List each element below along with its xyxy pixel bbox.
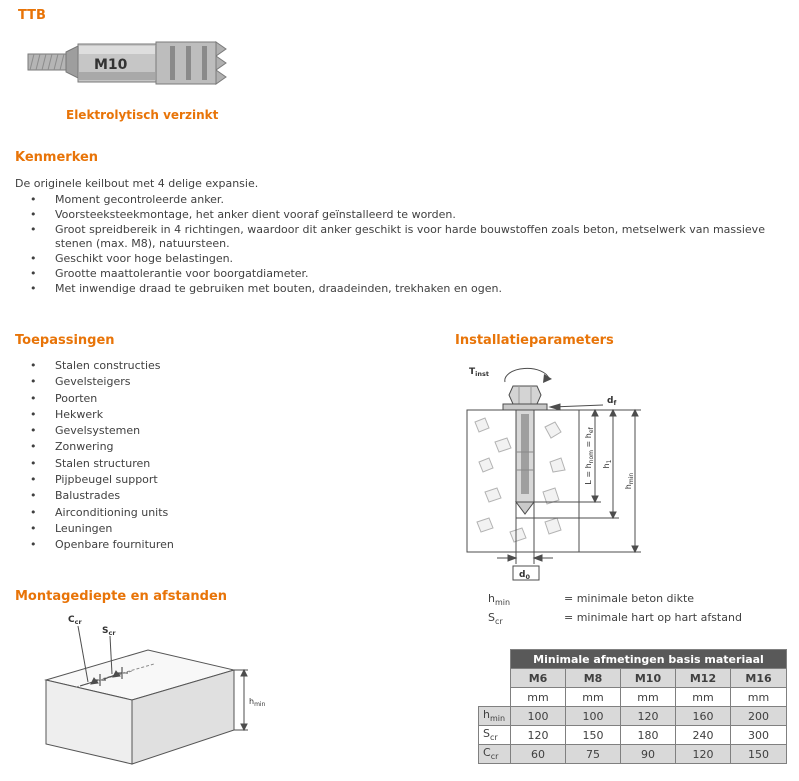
table-title-row <box>479 650 787 669</box>
toepassingen-item <box>15 407 415 423</box>
label-d0: $d_0$ <box>519 570 530 581</box>
dimensions-table <box>478 649 787 764</box>
bullet-text: Geschikt voor hoge belastingen. <box>55 252 234 265</box>
spacer-cell <box>479 688 511 707</box>
unit-cell: mm <box>676 688 731 707</box>
anchor-body <box>78 44 156 82</box>
item-text: Stalen structuren <box>55 456 151 470</box>
legend-symbol <box>488 591 564 610</box>
bullet-text: Grootte maattolerantie voor boorgatdiameter. <box>55 267 309 280</box>
label-df: $d_f$ <box>607 396 617 407</box>
row-label <box>479 745 511 764</box>
kenmerken-bullet <box>15 223 793 251</box>
value-cell: 100 <box>511 707 566 726</box>
size-col-header: M6 <box>511 669 566 688</box>
bullet-marker <box>30 374 37 390</box>
spacer-cell <box>479 669 511 688</box>
montage-diagram <box>28 606 278 778</box>
table-row-hmin <box>479 707 787 726</box>
size-col-header: M12 <box>676 669 731 688</box>
bullet-marker <box>30 537 37 553</box>
bullet-marker <box>30 439 37 455</box>
value-cell: 150 <box>731 745 787 764</box>
unit-cell: mm <box>621 688 676 707</box>
size-col-header: M10 <box>621 669 676 688</box>
value-cell: 60 <box>511 745 566 764</box>
toepassingen-item <box>15 456 415 472</box>
row-label-main: S <box>483 727 490 741</box>
unit-cell: mm <box>731 688 787 707</box>
label-hmin: $h_{min}$ <box>624 472 635 490</box>
legend <box>488 591 742 629</box>
bullet-marker <box>30 252 37 266</box>
anchor-thread <box>28 54 66 70</box>
bullet-text: Groot spreidbereik in 4 richtingen, waardoor dit anker geschikt is voor harde bouwstoffen zoals beton, metselwerk van massieve stenen (max. M8), natuursteen. <box>55 223 765 250</box>
montage-heading: Montagediepte en afstanden <box>15 589 228 604</box>
value-cell: 120 <box>621 707 676 726</box>
toepassingen-item <box>15 423 415 439</box>
item-text: Airconditioning units <box>55 505 169 519</box>
legend-symbol <box>488 610 564 629</box>
toepassingen-heading: Toepassingen <box>15 333 115 348</box>
unit-cell: mm <box>566 688 621 707</box>
table-row-scr <box>479 726 787 745</box>
table-title: Minimale afmetingen basis materiaal <box>511 650 787 669</box>
toepassingen-item <box>15 488 415 504</box>
label-tinst: $T_{inst}$ <box>469 367 489 378</box>
concrete-block <box>46 650 234 764</box>
value-cell: 180 <box>621 726 676 745</box>
kenmerken-bullet <box>15 193 793 207</box>
label-hmin-block: $h_{min}$ <box>249 697 266 708</box>
label-h1: $h_1$ <box>602 459 613 469</box>
table-units-row <box>479 688 787 707</box>
kenmerken-bullet <box>15 267 793 281</box>
row-label-main: C <box>483 746 491 760</box>
row-label <box>479 726 511 745</box>
bullet-text: Voorsteeksteekmontage, het anker dient vooraf geïnstalleerd te worden. <box>55 208 456 221</box>
anchor-marking-text: M10 <box>94 57 128 73</box>
bullet-marker <box>30 267 37 281</box>
value-cell: 200 <box>731 707 787 726</box>
size-col-header: M8 <box>566 669 621 688</box>
row-label-main: h <box>483 708 490 722</box>
bullet-marker <box>30 423 37 439</box>
item-text: Gevelsteigers <box>55 375 131 389</box>
value-cell: 160 <box>676 707 731 726</box>
item-text: Leuningen <box>55 521 113 535</box>
toepassingen-item <box>15 521 415 537</box>
label-embedment: $L = h_{nom} = h_{ef}$ <box>584 427 595 485</box>
value-cell: 90 <box>621 745 676 764</box>
item-text: Balustrades <box>55 489 121 503</box>
bullet-marker <box>30 456 37 472</box>
label-scr: $S_{cr}$ <box>102 626 116 637</box>
bullet-marker <box>30 282 37 296</box>
row-label-sub: cr <box>489 733 498 743</box>
bullet-marker <box>30 193 37 207</box>
bullet-marker <box>30 505 37 521</box>
anchor-collar <box>66 46 78 78</box>
installation-diagram <box>455 352 660 584</box>
toepassingen-item <box>15 358 415 374</box>
product-code: TTB <box>18 8 46 23</box>
row-label <box>479 707 511 726</box>
label-ccr: $C_{cr}$ <box>68 615 82 626</box>
item-text: Stalen constructies <box>55 359 161 372</box>
anchor-product-image <box>26 30 228 98</box>
value-cell: 240 <box>676 726 731 745</box>
size-col-header: M16 <box>731 669 787 688</box>
legend-row <box>488 610 742 629</box>
bullet-marker <box>30 223 37 237</box>
toepassingen-item <box>15 439 415 455</box>
value-cell: 300 <box>731 726 787 745</box>
item-text: Zonwering <box>55 440 114 454</box>
bullet-marker <box>30 391 37 407</box>
depth-dimension <box>234 670 248 730</box>
torque-arrow <box>505 368 552 383</box>
bullet-marker <box>30 521 37 537</box>
bullet-marker <box>30 472 37 488</box>
unit-cell: mm <box>511 688 566 707</box>
bullet-marker <box>30 208 37 222</box>
symbol-main: h <box>488 592 495 605</box>
bullet-marker <box>30 488 37 504</box>
row-label-sub: cr <box>490 752 499 762</box>
toepassingen-item <box>15 537 415 553</box>
item-text: Gevelsystemen <box>55 424 141 438</box>
value-cell: 75 <box>566 745 621 764</box>
toepassingen-item <box>15 472 415 488</box>
value-cell: 100 <box>566 707 621 726</box>
table-size-row <box>479 669 787 688</box>
kenmerken-bullet <box>15 208 793 222</box>
finish-label: Elektrolytisch verzinkt <box>66 108 219 122</box>
spacer-cell <box>479 650 511 669</box>
item-text: Openbare fournituren <box>55 538 174 552</box>
toepassingen-item <box>15 374 415 390</box>
legend-desc: = minimale hart op hart afstand <box>564 611 742 625</box>
toepassingen-list <box>15 358 415 554</box>
value-cell: 150 <box>566 726 621 745</box>
row-label-sub: min <box>489 714 506 724</box>
symbol-main: S <box>488 611 495 625</box>
installatie-heading: Installatieparameters <box>455 333 614 348</box>
kenmerken-heading: Kenmerken <box>15 150 99 165</box>
anchor-expansion-sleeve <box>156 42 226 84</box>
bullet-marker <box>30 407 37 423</box>
kenmerken-bullet <box>15 252 793 266</box>
toepassingen-item <box>15 391 415 407</box>
bullet-text: Met inwendige draad te gebruiken met bouten, draadeinden, trekhaken en ogen. <box>55 282 502 295</box>
item-text: Poorten <box>55 391 98 405</box>
bullet-marker <box>30 358 37 374</box>
kenmerken-intro: De originele keilbout met 4 delige expansie. <box>15 177 259 190</box>
value-cell: 120 <box>676 745 731 764</box>
bullet-text: Moment gecontroleerde anker. <box>55 193 224 206</box>
legend-row <box>488 591 742 610</box>
kenmerken-bullet <box>15 282 793 296</box>
kenmerken-list <box>15 193 793 297</box>
symbol-sub: cr <box>494 617 503 627</box>
legend-desc: = minimale beton dikte <box>564 592 695 605</box>
item-text: Hekwerk <box>55 407 104 421</box>
table-row-ccr <box>479 745 787 764</box>
value-cell: 120 <box>511 726 566 745</box>
item-text: Pijpbeugel support <box>55 473 158 487</box>
symbol-sub: min <box>494 598 511 608</box>
toepassingen-item <box>15 505 415 521</box>
